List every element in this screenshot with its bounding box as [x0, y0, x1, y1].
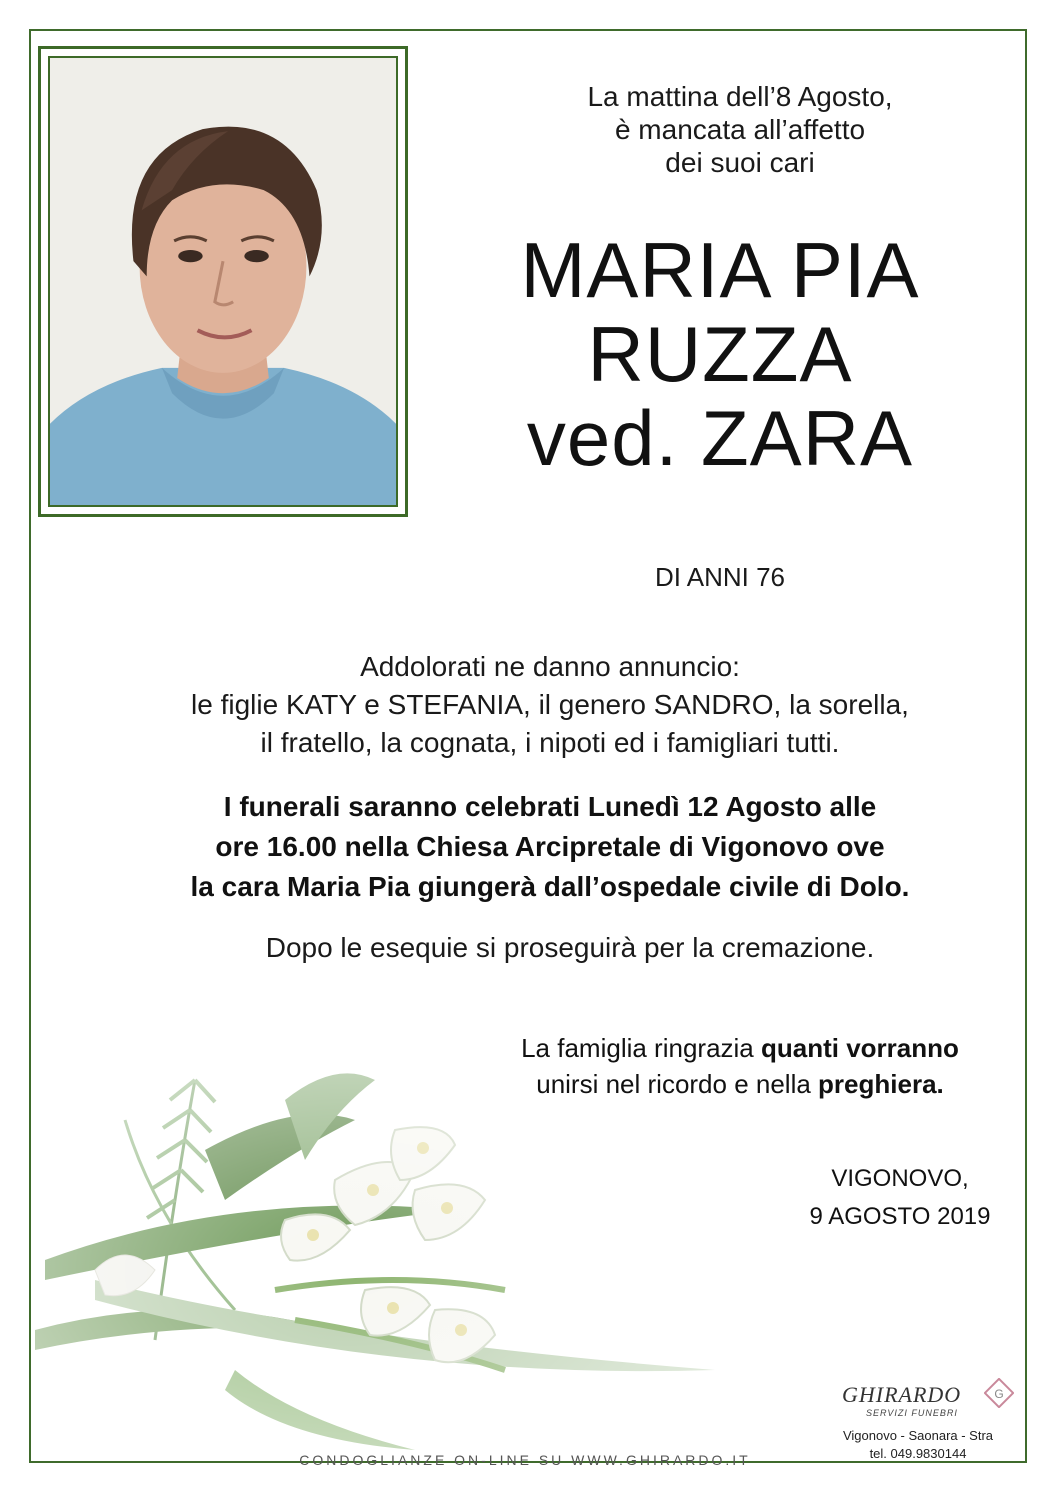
- deceased-age: DI ANNI 76: [654, 562, 786, 592]
- intro-line-1: La mattina dell’8 Agosto,: [587, 81, 893, 112]
- svg-text:G: G: [994, 1387, 1004, 1401]
- agency-mark-icon: [984, 1378, 1014, 1408]
- deceased-name: [460, 228, 980, 480]
- funeral-line-1: I funerali saranno celebrati Lunedì 12 Agosto alle: [223, 791, 877, 822]
- funeral-details: [100, 787, 1000, 907]
- thanks-line-1: [450, 1030, 1030, 1066]
- portrait-photo: [48, 56, 398, 507]
- cremation-note: Dopo le esequie si proseguirà per la cremazione.: [265, 932, 875, 963]
- thanks-line-1-bold: quanti vorranno: [760, 1033, 959, 1063]
- announcement-line-3: il fratello, la cognata, i nipoti ed i famigliari tutti.: [260, 727, 840, 758]
- calla-lily-bouquet-icon: [35, 1040, 735, 1460]
- footer-condolences-link[interactable]: CONDOGLIANZE ON-LINE SU WWW.GHIRARDO.IT: [299, 1452, 751, 1468]
- agency-locations: Vigonovo - Saonara - Stra: [842, 1428, 994, 1443]
- funeral-line-2: ore 16.00 nella Chiesa Arcipretale di Vigonovo ove: [215, 831, 885, 862]
- agency-name: GHIRARDO: [842, 1382, 962, 1407]
- thanks-line-2: [450, 1066, 1030, 1102]
- announcement-line-2: le figlie KATY e STEFANIA, il genero SANDRO, la sorella,: [191, 689, 909, 720]
- deceased-last-name: RUZZA: [587, 310, 853, 398]
- agency-logo: [818, 1376, 1028, 1466]
- funeral-line-3: la cara Maria Pia giungerà dall’ospedale civile di Dolo.: [190, 871, 910, 902]
- deceased-first-name: MARIA PIA: [520, 226, 920, 314]
- deceased-married-name: ved. ZARA: [526, 394, 914, 482]
- agency-phone: tel. 049.9830144: [869, 1446, 967, 1461]
- intro-text: [470, 80, 1010, 179]
- announcement: [120, 648, 980, 762]
- portrait-frame: [38, 46, 408, 517]
- place-date: [750, 1160, 1050, 1236]
- intro-line-3: dei suoi cari: [665, 147, 815, 178]
- date: 9 AGOSTO 2019: [809, 1203, 991, 1230]
- thanks-line-2-text: unirsi nel ricordo e nella: [536, 1069, 819, 1099]
- place: VIGONOVO,: [831, 1165, 969, 1192]
- thanks-line-1-text: La famiglia ringrazia: [521, 1033, 761, 1063]
- agency-subtitle: SERVIZI FUNEBRI: [866, 1408, 958, 1418]
- announcement-line-1: Addolorati ne danno annuncio:: [360, 651, 740, 682]
- portrait-illustration: [50, 58, 396, 505]
- thanks-line-2-bold: preghiera.: [818, 1069, 944, 1099]
- thanks-message: [450, 1030, 1030, 1102]
- intro-line-2: è mancata all’affetto: [614, 114, 866, 145]
